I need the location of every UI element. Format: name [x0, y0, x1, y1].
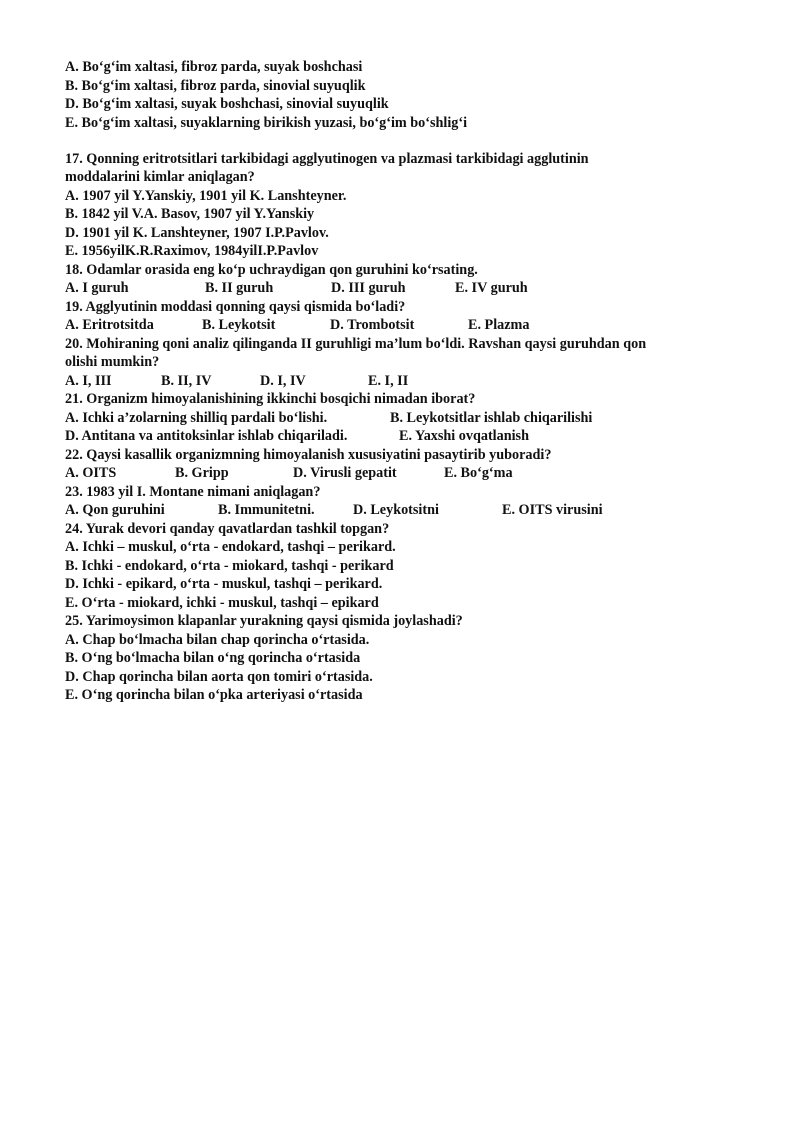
option: D. I, IV: [260, 373, 306, 389]
option: D. Leykotsitni: [353, 502, 439, 518]
option: E. Plazma: [468, 317, 530, 333]
option: E. OITS virusini: [502, 502, 603, 518]
question-22: 22. Qaysi kasallik organizmning himoyalanish xususiyatini pasaytirib yuboradi?: [65, 447, 552, 463]
question-25: 25. Yarimoysimon klapanlar yurakning qaysi qismida joylashadi?: [65, 613, 463, 629]
option: B. Gripp: [175, 465, 229, 481]
option-line: E. O‘ng qorincha bilan o‘pka arteriyasi o‘rtasida: [65, 687, 363, 703]
question-24: 24. Yurak devori qanday qavatlardan tashkil topgan?: [65, 521, 390, 537]
option: D. III guruh: [331, 280, 406, 296]
option: B. II, IV: [161, 373, 212, 389]
option-line: A. Bo‘g‘im xaltasi, fibroz parda, suyak boshchasi: [65, 59, 363, 75]
option: D. Antitana va antitoksinlar ishlab chiqariladi.: [65, 428, 348, 444]
option: A. I, III: [65, 373, 112, 389]
option-line: A. Chap bo‘lmacha bilan chap qorincha o‘rtasida.: [65, 632, 370, 648]
option: E. I, II: [368, 373, 409, 389]
question-18: 18. Odamlar orasida eng ko‘p uchraydigan qon guruhini ko‘rsating.: [65, 262, 478, 278]
option-line: D. 1901 yil K. Lanshteyner, 1907 I.P.Pavlov.: [65, 225, 329, 241]
option: A. Ichki a’zolarning shilliq pardali bo‘lishi.: [65, 410, 328, 426]
option-line: E. 1956yilK.R.Raximov, 1984yilI.P.Pavlov: [65, 243, 319, 259]
option-line: D. Chap qorincha bilan aorta qon tomiri o‘rtasida.: [65, 669, 373, 685]
option-line: D. Bo‘g‘im xaltasi, suyak boshchasi, sinovial suyuqlik: [65, 96, 389, 112]
option: E. IV guruh: [455, 280, 528, 296]
option: B. II guruh: [205, 280, 274, 296]
option-line: E. Bo‘g‘im xaltasi, suyaklarning birikish yuzasi, bo‘g‘im bo‘shlig‘i: [65, 115, 468, 131]
option: A. I guruh: [65, 280, 129, 296]
option: B. Leykotsitlar ishlab chiqarilishi: [390, 410, 593, 426]
option-line: B. 1842 yil V.A. Basov, 1907 yil Y.Yanskiy: [65, 206, 315, 222]
option-line: A. 1907 yil Y.Yanskiy, 1901 yil K. Lanshteyner.: [65, 188, 347, 204]
option-line: B. O‘ng bo‘lmacha bilan o‘ng qorincha o‘rtasida: [65, 650, 361, 666]
question-20-cont: olishi mumkin?: [65, 354, 160, 370]
option: D. Trombotsit: [330, 317, 415, 333]
question-23: 23. 1983 yil I. Montane nimani aniqlagan?: [65, 484, 321, 500]
option-line: E. O‘rta - miokard, ichki - muskul, tashqi – epikard: [65, 595, 379, 611]
question-20: 20. Mohiraning qoni analiz qilinganda II guruhligi ma’lum bo‘ldi. Ravshan qaysi guruhdan qon: [65, 336, 647, 352]
question-21: 21. Organizm himoyalanishining ikkinchi bosqichi nimadan iborat?: [65, 391, 476, 407]
option: E. Yaxshi ovqatlanish: [399, 428, 529, 444]
option-line: A. Ichki – muskul, o‘rta - endokard, tashqi – perikard.: [65, 539, 396, 555]
option: A. Qon guruhini: [65, 502, 165, 518]
option: E. Bo‘g‘ma: [444, 465, 513, 481]
option-line: B. Ichki - endokard, o‘rta - miokard, tashqi - perikard: [65, 558, 394, 574]
option-line: D. Ichki - epikard, o‘rta - muskul, tashqi – perikard.: [65, 576, 383, 592]
option: A. Eritrotsitda: [65, 317, 154, 333]
option: A. OITS: [65, 465, 117, 481]
option-line: B. Bo‘g‘im xaltasi, fibroz parda, sinovial suyuqlik: [65, 78, 366, 94]
question-17-cont: moddalarini kimlar aniqlagan?: [65, 169, 255, 185]
option: B. Leykotsit: [202, 317, 276, 333]
question-19: 19. Agglyutinin moddasi qonning qaysi qismida bo‘ladi?: [65, 299, 406, 315]
question-17: 17. Qonning eritrotsitlari tarkibidagi agglyutinogen va plazmasi tarkibidagi agglutinin: [65, 151, 589, 167]
option: B. Immunitetni.: [218, 502, 315, 518]
option: D. Virusli gepatit: [293, 465, 397, 481]
